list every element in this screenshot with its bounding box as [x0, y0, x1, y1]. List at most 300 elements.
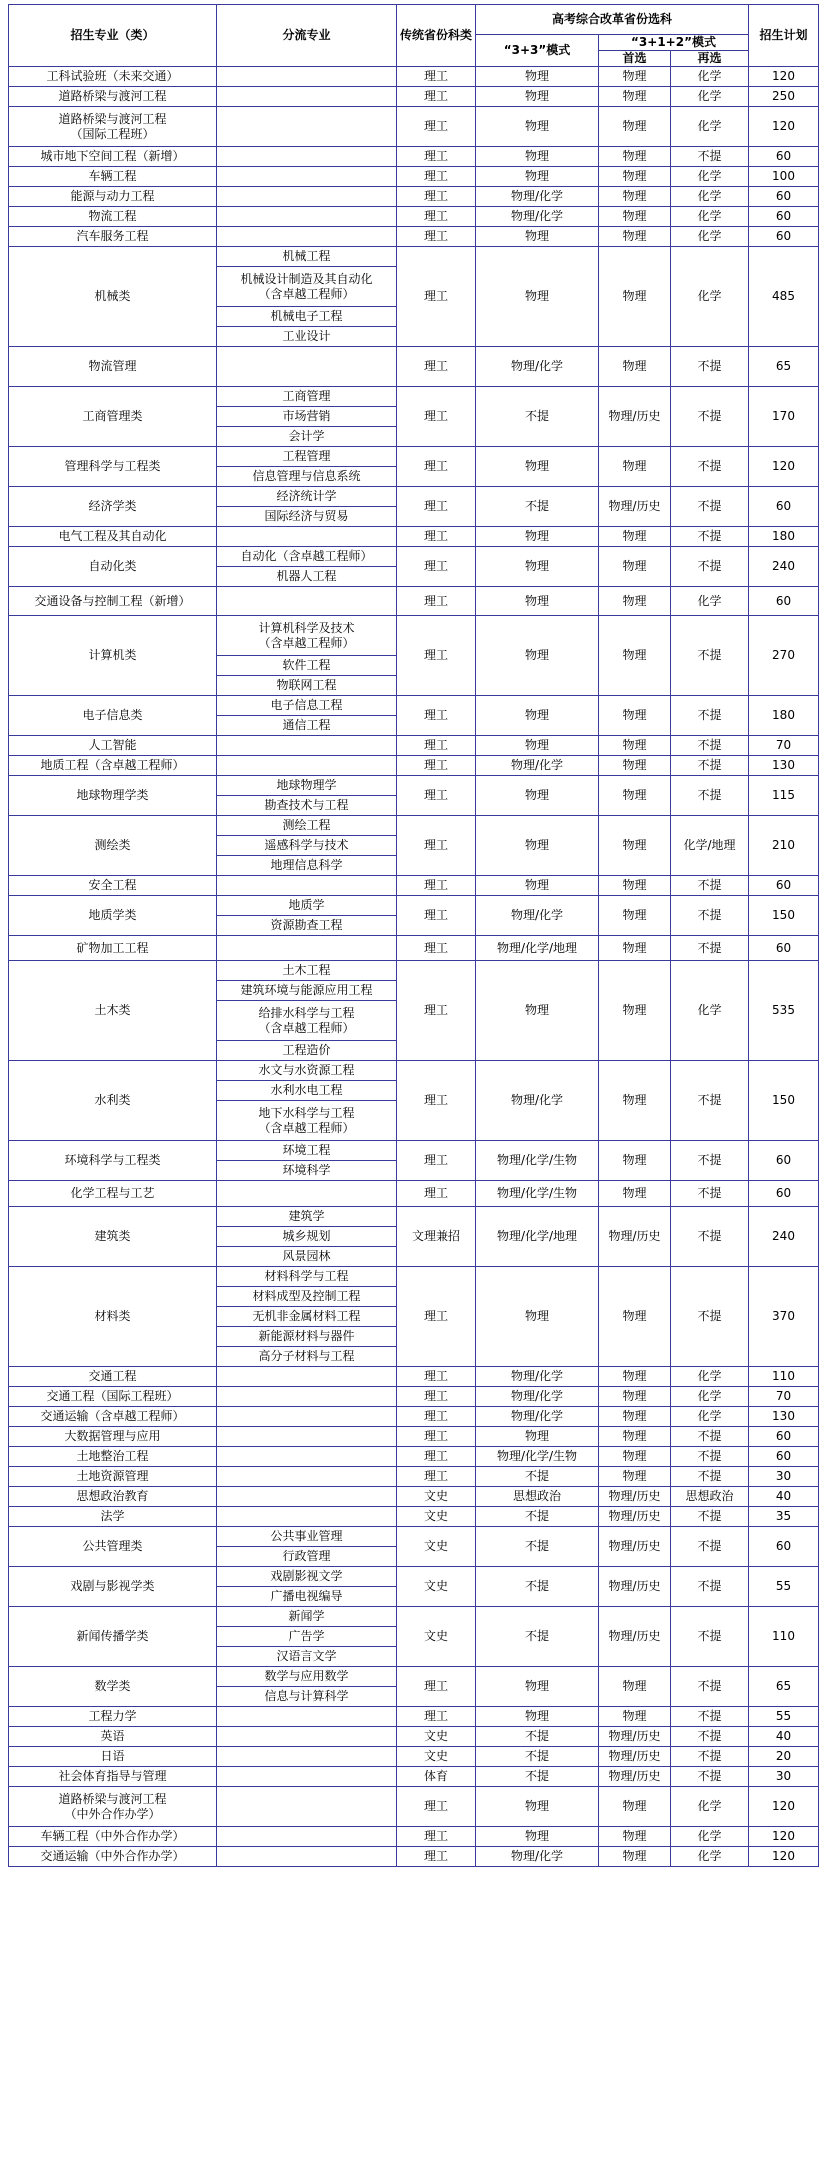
plan-cell: 40 — [749, 1487, 819, 1507]
sub-major-cell: 电子信息工程 — [217, 696, 397, 716]
second-choice-cell: 不提 — [671, 876, 749, 896]
plan-cell: 250 — [749, 87, 819, 107]
second-choice-cell: 不提 — [671, 1667, 749, 1707]
second-choice-cell: 化学 — [671, 587, 749, 616]
sub-major-cell: 测绘工程 — [217, 816, 397, 836]
mode-3-3-cell: 不提 — [476, 1467, 599, 1487]
table-row — [9, 1207, 819, 1227]
major-cell: 城市地下空间工程（新增） — [9, 147, 217, 167]
first-choice-cell: 物理 — [599, 547, 671, 587]
sub-major-cell: 数学与应用数学 — [217, 1667, 397, 1687]
sub-major-cell: 广告学 — [217, 1627, 397, 1647]
sub-major-cell — [217, 1727, 397, 1747]
sub-major-cell: 土木工程 — [217, 961, 397, 981]
second-choice-cell: 不提 — [671, 756, 749, 776]
major-cell: 法学 — [9, 1507, 217, 1527]
sub-major-cell — [217, 876, 397, 896]
sub-major-cell: 信息与计算科学 — [217, 1687, 397, 1707]
major-cell: 交通工程（国际工程班） — [9, 1387, 217, 1407]
first-choice-cell: 物理 — [599, 67, 671, 87]
sub-major-cell: 地球物理学 — [217, 776, 397, 796]
mode-3-3-cell: 不提 — [476, 1567, 599, 1607]
plan-cell: 115 — [749, 776, 819, 816]
traditional-cell: 理工 — [397, 447, 476, 487]
mode-3-3-cell: 物理/化学/生物 — [476, 1447, 599, 1467]
sub-major-cell: 水利水电工程 — [217, 1081, 397, 1101]
major-cell: 环境科学与工程类 — [9, 1141, 217, 1181]
table-row — [9, 1527, 819, 1547]
traditional-cell: 理工 — [397, 87, 476, 107]
second-choice-cell: 不提 — [671, 1267, 749, 1367]
second-choice-cell: 不提 — [671, 1181, 749, 1207]
sub-major-cell: 资源勘查工程 — [217, 916, 397, 936]
second-choice-cell: 不提 — [671, 387, 749, 447]
plan-cell: 55 — [749, 1567, 819, 1607]
major-cell: 车辆工程（中外合作办学） — [9, 1827, 217, 1847]
sub-major-cell — [217, 527, 397, 547]
sub-major-cell: 会计学 — [217, 427, 397, 447]
traditional-cell: 理工 — [397, 896, 476, 936]
mode-3-3-cell: 物理 — [476, 961, 599, 1061]
plan-cell: 60 — [749, 487, 819, 527]
mode-3-3-cell: 物理 — [476, 876, 599, 896]
traditional-cell: 理工 — [397, 1267, 476, 1367]
second-choice-cell: 不提 — [671, 1507, 749, 1527]
second-choice-cell: 不提 — [671, 527, 749, 547]
traditional-cell: 理工 — [397, 1387, 476, 1407]
plan-cell: 240 — [749, 1207, 819, 1267]
sub-major-cell: 行政管理 — [217, 1547, 397, 1567]
first-choice-cell: 物理 — [599, 1667, 671, 1707]
first-choice-cell: 物理/历史 — [599, 1207, 671, 1267]
sub-major-cell — [217, 107, 397, 147]
header-second-choice: 再选 — [671, 51, 749, 67]
mode-3-3-cell: 物理 — [476, 1787, 599, 1827]
table-row — [9, 1827, 819, 1847]
traditional-cell: 理工 — [397, 876, 476, 896]
table-row — [9, 1267, 819, 1287]
plan-cell: 60 — [749, 1527, 819, 1567]
table-row — [9, 1061, 819, 1081]
mode-3-3-cell: 物理 — [476, 527, 599, 547]
major-cell: 材料类 — [9, 1267, 217, 1367]
sub-major-cell — [217, 736, 397, 756]
second-choice-cell: 不提 — [671, 1427, 749, 1447]
plan-cell: 150 — [749, 1061, 819, 1141]
plan-cell: 130 — [749, 1407, 819, 1427]
traditional-cell: 理工 — [397, 227, 476, 247]
second-choice-cell: 不提 — [671, 1061, 749, 1141]
table-row — [9, 1847, 819, 1867]
plan-cell: 120 — [749, 1827, 819, 1847]
sub-major-cell: 风景园林 — [217, 1247, 397, 1267]
traditional-cell: 理工 — [397, 547, 476, 587]
traditional-cell: 理工 — [397, 1141, 476, 1181]
mode-3-3-cell: 不提 — [476, 387, 599, 447]
first-choice-cell: 物理/历史 — [599, 1727, 671, 1747]
major-cell: 车辆工程 — [9, 167, 217, 187]
major-cell: 日语 — [9, 1747, 217, 1767]
header-plan: 招生计划 — [749, 5, 819, 67]
major-cell: 测绘类 — [9, 816, 217, 876]
table-row — [9, 696, 819, 716]
major-cell: 新闻传播学类 — [9, 1607, 217, 1667]
first-choice-cell: 物理 — [599, 87, 671, 107]
table-row — [9, 1607, 819, 1627]
plan-cell: 60 — [749, 227, 819, 247]
sub-major-cell: 水文与水资源工程 — [217, 1061, 397, 1081]
sub-major-cell: 地质学 — [217, 896, 397, 916]
plan-cell: 55 — [749, 1707, 819, 1727]
sub-major-cell — [217, 67, 397, 87]
sub-major-cell: 建筑环境与能源应用工程 — [217, 981, 397, 1001]
plan-cell: 30 — [749, 1767, 819, 1787]
plan-cell: 65 — [749, 347, 819, 387]
plan-cell: 60 — [749, 1141, 819, 1181]
sub-major-cell — [217, 1467, 397, 1487]
mode-3-3-cell: 物理/化学 — [476, 1407, 599, 1427]
first-choice-cell: 物理 — [599, 1427, 671, 1447]
plan-cell: 485 — [749, 247, 819, 347]
first-choice-cell: 物理 — [599, 1847, 671, 1867]
major-cell: 交通设备与控制工程（新增） — [9, 587, 217, 616]
first-choice-cell: 物理 — [599, 447, 671, 487]
first-choice-cell: 物理 — [599, 247, 671, 347]
first-choice-cell: 物理 — [599, 1367, 671, 1387]
mode-3-3-cell: 不提 — [476, 1507, 599, 1527]
table-row — [9, 1507, 819, 1527]
sub-major-cell — [217, 187, 397, 207]
plan-cell: 120 — [749, 67, 819, 87]
second-choice-cell: 不提 — [671, 1607, 749, 1667]
first-choice-cell: 物理/历史 — [599, 387, 671, 447]
table-row — [9, 227, 819, 247]
table-row — [9, 1427, 819, 1447]
table-row — [9, 547, 819, 567]
first-choice-cell: 物理/历史 — [599, 1607, 671, 1667]
mode-3-3-cell: 不提 — [476, 1727, 599, 1747]
first-choice-cell: 物理 — [599, 107, 671, 147]
second-choice-cell: 不提 — [671, 616, 749, 696]
traditional-cell: 理工 — [397, 936, 476, 961]
table-row — [9, 1747, 819, 1767]
traditional-cell: 理工 — [397, 776, 476, 816]
major-cell: 自动化类 — [9, 547, 217, 587]
first-choice-cell: 物理/历史 — [599, 1487, 671, 1507]
traditional-cell: 体育 — [397, 1767, 476, 1787]
major-cell: 经济学类 — [9, 487, 217, 527]
traditional-cell: 理工 — [397, 207, 476, 227]
second-choice-cell: 化学 — [671, 1407, 749, 1427]
sub-major-cell: 勘查技术与工程 — [217, 796, 397, 816]
traditional-cell: 理工 — [397, 1827, 476, 1847]
table-row — [9, 1141, 819, 1161]
first-choice-cell: 物理 — [599, 1387, 671, 1407]
major-cell: 人工智能 — [9, 736, 217, 756]
plan-cell: 120 — [749, 107, 819, 147]
second-choice-cell: 化学 — [671, 207, 749, 227]
traditional-cell: 理工 — [397, 1787, 476, 1827]
second-choice-cell: 不提 — [671, 776, 749, 816]
major-cell: 土木类 — [9, 961, 217, 1061]
sub-major-cell — [217, 147, 397, 167]
table-row — [9, 616, 819, 656]
sub-major-cell — [217, 587, 397, 616]
sub-major-cell — [217, 207, 397, 227]
second-choice-cell: 化学 — [671, 1387, 749, 1407]
traditional-cell: 文史 — [397, 1567, 476, 1607]
major-cell: 大数据管理与应用 — [9, 1427, 217, 1447]
plan-cell: 60 — [749, 207, 819, 227]
second-choice-cell: 化学 — [671, 1827, 749, 1847]
mode-3-3-cell: 物理/化学/地理 — [476, 1207, 599, 1267]
first-choice-cell: 物理 — [599, 347, 671, 387]
first-choice-cell: 物理 — [599, 616, 671, 696]
table-row — [9, 487, 819, 507]
sub-major-cell: 环境工程 — [217, 1141, 397, 1161]
major-cell: 戏剧与影视学类 — [9, 1567, 217, 1607]
major-cell: 交通运输（中外合作办学） — [9, 1847, 217, 1867]
sub-major-cell: 给排水科学与工程 （含卓越工程师） — [217, 1001, 397, 1041]
mode-3-3-cell: 物理 — [476, 1827, 599, 1847]
mode-3-3-cell: 物理 — [476, 1267, 599, 1367]
plan-cell: 40 — [749, 1727, 819, 1747]
plan-cell: 130 — [749, 756, 819, 776]
traditional-cell: 理工 — [397, 736, 476, 756]
header-first-choice: 首选 — [599, 51, 671, 67]
table-row — [9, 876, 819, 896]
traditional-cell: 文史 — [397, 1507, 476, 1527]
traditional-cell: 理工 — [397, 247, 476, 347]
traditional-cell: 理工 — [397, 167, 476, 187]
traditional-cell: 理工 — [397, 1707, 476, 1727]
first-choice-cell: 物理 — [599, 896, 671, 936]
first-choice-cell: 物理 — [599, 1267, 671, 1367]
table-row — [9, 1707, 819, 1727]
first-choice-cell: 物理 — [599, 961, 671, 1061]
sub-major-cell — [217, 87, 397, 107]
first-choice-cell: 物理 — [599, 187, 671, 207]
sub-major-cell: 机器人工程 — [217, 567, 397, 587]
plan-cell: 370 — [749, 1267, 819, 1367]
major-cell: 土地资源管理 — [9, 1467, 217, 1487]
second-choice-cell: 不提 — [671, 147, 749, 167]
sub-major-cell: 工程造价 — [217, 1041, 397, 1061]
first-choice-cell: 物理/历史 — [599, 1507, 671, 1527]
second-choice-cell: 不提 — [671, 487, 749, 527]
first-choice-cell: 物理 — [599, 167, 671, 187]
major-cell: 管理科学与工程类 — [9, 447, 217, 487]
plan-cell: 35 — [749, 1507, 819, 1527]
mode-3-3-cell: 物理 — [476, 736, 599, 756]
second-choice-cell: 不提 — [671, 347, 749, 387]
table-row — [9, 147, 819, 167]
second-choice-cell: 化学 — [671, 1847, 749, 1867]
mode-3-3-cell: 不提 — [476, 487, 599, 527]
table-row — [9, 1387, 819, 1407]
major-cell: 水利类 — [9, 1061, 217, 1141]
plan-cell: 120 — [749, 1787, 819, 1827]
second-choice-cell: 不提 — [671, 736, 749, 756]
plan-cell: 60 — [749, 187, 819, 207]
mode-3-3-cell: 物理/化学 — [476, 347, 599, 387]
plan-cell: 120 — [749, 447, 819, 487]
plan-cell: 70 — [749, 1387, 819, 1407]
second-choice-cell: 不提 — [671, 1527, 749, 1567]
sub-major-cell: 自动化（含卓越工程师） — [217, 547, 397, 567]
sub-major-cell: 环境科学 — [217, 1161, 397, 1181]
second-choice-cell: 不提 — [671, 447, 749, 487]
plan-cell: 170 — [749, 387, 819, 447]
sub-major-cell — [217, 1427, 397, 1447]
mode-3-3-cell: 物理 — [476, 1427, 599, 1447]
table-row — [9, 736, 819, 756]
major-cell: 道路桥梁与渡河工程 （中外合作办学） — [9, 1787, 217, 1827]
mode-3-3-cell: 物理/化学 — [476, 187, 599, 207]
traditional-cell: 理工 — [397, 527, 476, 547]
mode-3-3-cell: 物理/化学 — [476, 1061, 599, 1141]
major-cell: 交通运输（含卓越工程师） — [9, 1407, 217, 1427]
major-cell: 矿物加工工程 — [9, 936, 217, 961]
mode-3-3-cell: 物理 — [476, 227, 599, 247]
first-choice-cell: 物理 — [599, 1061, 671, 1141]
major-cell: 电气工程及其自动化 — [9, 527, 217, 547]
mode-3-3-cell: 物理 — [476, 587, 599, 616]
first-choice-cell: 物理 — [599, 1407, 671, 1427]
table-row — [9, 247, 819, 267]
major-cell: 能源与动力工程 — [9, 187, 217, 207]
table-row — [9, 776, 819, 796]
first-choice-cell: 物理/历史 — [599, 1567, 671, 1607]
mode-3-3-cell: 思想政治 — [476, 1487, 599, 1507]
second-choice-cell: 化学 — [671, 167, 749, 187]
mode-3-3-cell: 物理/化学/生物 — [476, 1141, 599, 1181]
table-row — [9, 187, 819, 207]
first-choice-cell: 物理 — [599, 1467, 671, 1487]
second-choice-cell: 不提 — [671, 1141, 749, 1181]
major-cell: 工商管理类 — [9, 387, 217, 447]
table-row — [9, 447, 819, 467]
sub-major-cell: 工业设计 — [217, 327, 397, 347]
mode-3-3-cell: 物理 — [476, 87, 599, 107]
plan-cell: 65 — [749, 1667, 819, 1707]
table-row — [9, 816, 819, 836]
mode-3-3-cell: 物理 — [476, 816, 599, 876]
plan-cell: 150 — [749, 896, 819, 936]
sub-major-cell: 材料成型及控制工程 — [217, 1287, 397, 1307]
table-row — [9, 1487, 819, 1507]
plan-cell: 100 — [749, 167, 819, 187]
traditional-cell: 理工 — [397, 487, 476, 527]
traditional-cell: 理工 — [397, 1367, 476, 1387]
sub-major-cell — [217, 1507, 397, 1527]
table-row — [9, 1767, 819, 1787]
table-row — [9, 107, 819, 147]
first-choice-cell: 物理 — [599, 527, 671, 547]
major-cell: 工科试验班（未来交通） — [9, 67, 217, 87]
first-choice-cell: 物理 — [599, 1707, 671, 1727]
second-choice-cell: 不提 — [671, 696, 749, 736]
sub-major-cell: 计算机科学及技术 （含卓越工程师） — [217, 616, 397, 656]
second-choice-cell: 不提 — [671, 1767, 749, 1787]
admissions-table — [8, 4, 819, 1867]
second-choice-cell: 化学 — [671, 107, 749, 147]
first-choice-cell: 物理 — [599, 876, 671, 896]
table-row — [9, 936, 819, 961]
traditional-cell: 文史 — [397, 1747, 476, 1767]
mode-3-3-cell: 物理 — [476, 776, 599, 816]
second-choice-cell: 不提 — [671, 1467, 749, 1487]
sub-major-cell — [217, 347, 397, 387]
major-cell: 英语 — [9, 1727, 217, 1747]
mode-3-3-cell: 物理 — [476, 1707, 599, 1727]
major-cell: 建筑类 — [9, 1207, 217, 1267]
first-choice-cell: 物理 — [599, 587, 671, 616]
mode-3-3-cell: 物理 — [476, 696, 599, 736]
second-choice-cell: 化学 — [671, 1787, 749, 1827]
mode-3-3-cell: 物理 — [476, 616, 599, 696]
sub-major-cell: 物联网工程 — [217, 676, 397, 696]
traditional-cell: 理工 — [397, 107, 476, 147]
mode-3-3-cell: 物理 — [476, 247, 599, 347]
sub-major-cell: 公共事业管理 — [217, 1527, 397, 1547]
mode-3-3-cell: 物理/化学/生物 — [476, 1181, 599, 1207]
plan-cell: 70 — [749, 736, 819, 756]
major-cell: 计算机类 — [9, 616, 217, 696]
second-choice-cell: 思想政治 — [671, 1487, 749, 1507]
sub-major-cell: 新闻学 — [217, 1607, 397, 1627]
sub-major-cell: 广播电视编导 — [217, 1587, 397, 1607]
traditional-cell: 文史 — [397, 1527, 476, 1567]
traditional-cell: 理工 — [397, 1061, 476, 1141]
sub-major-cell: 机械工程 — [217, 247, 397, 267]
plan-cell: 210 — [749, 816, 819, 876]
table-header — [9, 5, 819, 67]
mode-3-3-cell: 不提 — [476, 1607, 599, 1667]
sub-major-cell: 工商管理 — [217, 387, 397, 407]
first-choice-cell: 物理 — [599, 756, 671, 776]
header-sub-major: 分流专业 — [217, 5, 397, 67]
traditional-cell: 理工 — [397, 616, 476, 696]
table-row — [9, 387, 819, 407]
second-choice-cell: 化学 — [671, 961, 749, 1061]
sub-major-cell — [217, 1407, 397, 1427]
plan-cell: 60 — [749, 1447, 819, 1467]
traditional-cell: 文史 — [397, 1727, 476, 1747]
mode-3-3-cell: 物理/化学 — [476, 1367, 599, 1387]
traditional-cell: 理工 — [397, 1667, 476, 1707]
table-row — [9, 756, 819, 776]
first-choice-cell: 物理 — [599, 696, 671, 736]
major-cell: 交通工程 — [9, 1367, 217, 1387]
sub-major-cell — [217, 1367, 397, 1387]
second-choice-cell: 不提 — [671, 1727, 749, 1747]
mode-3-3-cell: 物理 — [476, 167, 599, 187]
major-cell: 汽车服务工程 — [9, 227, 217, 247]
sub-major-cell: 通信工程 — [217, 716, 397, 736]
second-choice-cell: 不提 — [671, 547, 749, 587]
mode-3-3-cell: 物理/化学/地理 — [476, 936, 599, 961]
major-cell: 电子信息类 — [9, 696, 217, 736]
first-choice-cell: 物理 — [599, 936, 671, 961]
plan-cell: 60 — [749, 936, 819, 961]
mode-3-3-cell: 物理/化学 — [476, 756, 599, 776]
traditional-cell: 理工 — [397, 696, 476, 736]
sub-major-cell: 建筑学 — [217, 1207, 397, 1227]
traditional-cell: 理工 — [397, 1847, 476, 1867]
mode-3-3-cell: 物理 — [476, 67, 599, 87]
first-choice-cell: 物理 — [599, 1141, 671, 1181]
